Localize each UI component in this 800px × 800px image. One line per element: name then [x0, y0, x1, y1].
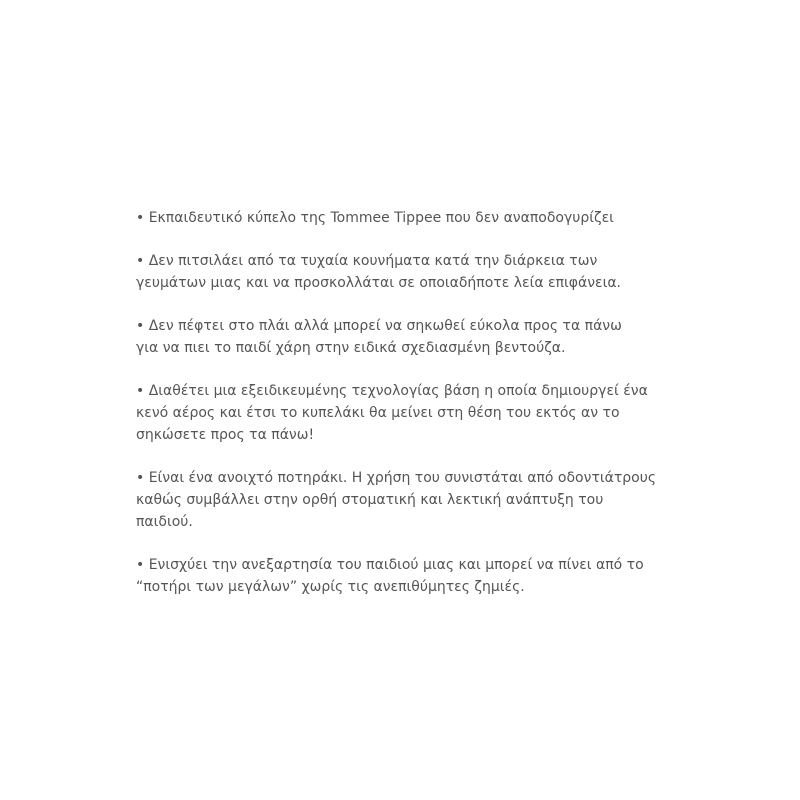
feature-bullet-6: • Ενισχύει την ανεξαρτησία του παιδιού μιας και μπορεί να πίνει από το “ποτήρι των μεγάλων” χωρίς τις ανεπιθύμητες ζημιές. — [136, 557, 644, 595]
feature-bullet-5: • Είναι ένα ανοιχτό ποτηράκι. Η χρήση του συνιστάται από οδοντιάτρους καθώς συμβάλλει στην ορθή στοματική και λεκτική ανάπτυξη του παιδιού. — [136, 470, 657, 530]
feature-bullet-2: • Δεν πιτσιλάει από τα τυχαία κουνήματα κατά την διάρκεια των γευμάτων μιας και να προσκολλάται σε οποιαδήποτε λεία επιφάνεια. — [136, 253, 621, 291]
feature-bullet-1: • Εκπαιδευτικό κύπελο της Tommee Tippee που δεν αναποδογυρίζει — [136, 210, 614, 226]
feature-bullet-3: • Δεν πέφτει στο πλάι αλλά μπορεί να σηκωθεί εύκολα προς τα πάνω για να πιει το παιδί χάρη στην ειδικά σχεδιασμένη βεντούζα. — [136, 318, 622, 356]
feature-bullet-list — [136, 207, 740, 598]
feature-bullet-4: • Διαθέτει μια εξειδικευμένης τεχνολογίας βάση η οποία δημιουργεί ένα κενό αέρος και έτσι το κυπελάκι θα μείνει στη θέση του εκτός αν το σηκώσετε προς τα πάνω! — [136, 383, 648, 443]
